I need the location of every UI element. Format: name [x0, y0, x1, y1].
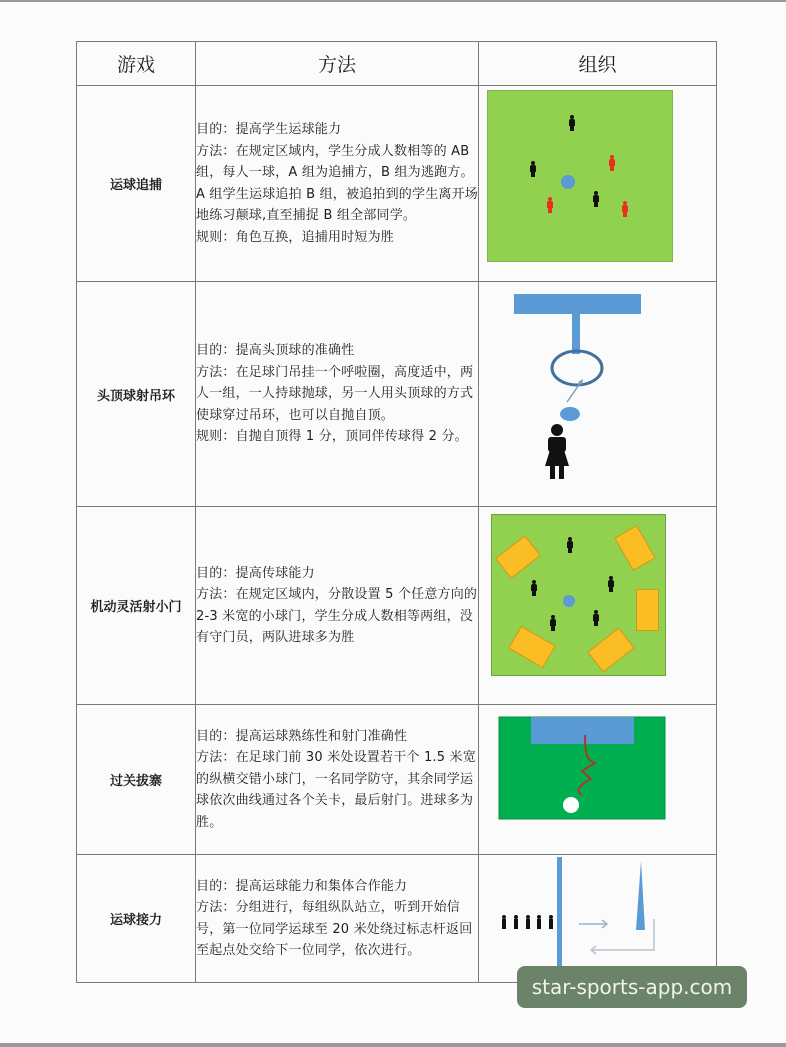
small-goal-icon	[636, 589, 659, 631]
green-field	[487, 90, 673, 262]
person-icon	[545, 424, 569, 479]
player-icon	[550, 615, 556, 631]
game-name: 机动灵活射小门	[77, 507, 196, 705]
organization-cell	[479, 507, 717, 705]
ball-icon	[563, 595, 575, 607]
method-cell	[196, 507, 479, 705]
method-description: 方法：在足球门吊挂一个呼啦圈，高度适中，两人一组，一人持球抛球，另一人用头顶球的方式使球穿过吊环，也可以自抛自顶。	[196, 364, 474, 423]
method-cell	[196, 705, 479, 855]
hanging-hoop-diagram	[479, 282, 717, 502]
method-goal: 目的：提高运球能力和集体合作能力	[196, 878, 408, 894]
top-border	[0, 0, 786, 2]
method-cell	[196, 86, 479, 282]
field-chase-diagram	[479, 86, 717, 281]
organization-cell	[479, 86, 717, 282]
method-cell	[196, 282, 479, 507]
hanger-rod-icon	[572, 314, 580, 354]
method-goal: 目的：提高传球能力	[196, 565, 315, 581]
game-name: 过关拔寨	[77, 705, 196, 855]
method-goal: 目的：提高运球熟练性和射门准确性	[196, 728, 408, 744]
method-description: 方法：在规定区域内，学生分成人数相等的 AB 组，每人一球，A 组为追捕方，B 组为逃跑方。A 组学生运球追拍 B 组，被追拍到的学生离开场地练习颠球,直至捕捉 B 组全部同学。	[196, 143, 479, 223]
organization-cell	[479, 282, 717, 507]
method-rule: 规则：角色互换，追捕用时短为胜	[196, 229, 395, 245]
method-rule: 规则：自抛自顶得 1 分，顶同伴传球得 2 分。	[196, 429, 468, 445]
goal-area-icon	[531, 717, 634, 744]
small-goals-diagram	[479, 507, 717, 704]
player-icon	[593, 610, 599, 626]
method-description: 方法：在足球门前 30 米处设置若干个 1.5 米宽的纵横交错小球门，一名同学防守，其余同学运球依次曲线通过各个关卡，最后射门。进球多为胜。	[196, 750, 476, 830]
table-row	[77, 86, 717, 282]
player-icon	[531, 580, 537, 596]
game-name: 运球追捕	[77, 86, 196, 282]
header-method: 方法	[196, 42, 479, 86]
goal-crossbar-icon	[514, 294, 641, 314]
player-red-icon	[622, 201, 628, 217]
method-goal: 目的：提高学生运球能力	[196, 122, 342, 137]
player-black-icon	[569, 115, 575, 131]
game-name: 运球接力	[77, 855, 196, 983]
table-row	[77, 507, 717, 705]
bottom-border	[0, 1043, 786, 1047]
ball-icon	[563, 797, 579, 813]
player-icon	[567, 537, 573, 553]
player-black-icon	[530, 161, 536, 177]
player-red-icon	[609, 155, 615, 171]
watermark-badge: star-sports-app.com	[517, 966, 747, 1008]
ball-icon	[560, 407, 580, 421]
relay-diagram	[479, 855, 717, 978]
dribble-path-diagram	[479, 705, 717, 850]
table-header-row	[77, 42, 717, 86]
method-goal: 目的：提高头顶球的准确性	[196, 343, 355, 359]
queue-players-icon	[502, 915, 553, 929]
method-cell	[196, 855, 479, 983]
method-description: 方法：分组进行，每组纵队站立，听到开始信号，第一位同学运球至 20 米处绕过标志杆返回至起点处交给下一位同学，依次进行。	[196, 900, 473, 958]
header-game: 游戏	[77, 42, 196, 86]
player-black-icon	[593, 191, 599, 207]
game-name: 头顶球射吊环	[77, 282, 196, 507]
games-table	[76, 41, 717, 983]
start-line-icon	[557, 857, 562, 968]
table-row	[77, 282, 717, 507]
hoop-icon	[552, 351, 602, 385]
ball-icon	[561, 175, 575, 189]
player-icon	[608, 576, 614, 592]
organization-cell	[479, 855, 717, 983]
marker-pole-icon	[636, 861, 645, 930]
table-row	[77, 855, 717, 983]
organization-cell	[479, 705, 717, 855]
method-description: 方法：在规定区域内，分散设置 5 个任意方向的 2-3 米宽的小球门，学生分成人数相等两组，没有守门员，两队进球多为胜	[196, 587, 478, 645]
player-red-icon	[547, 197, 553, 213]
header-organization: 组织	[479, 42, 717, 86]
table-row	[77, 705, 717, 855]
